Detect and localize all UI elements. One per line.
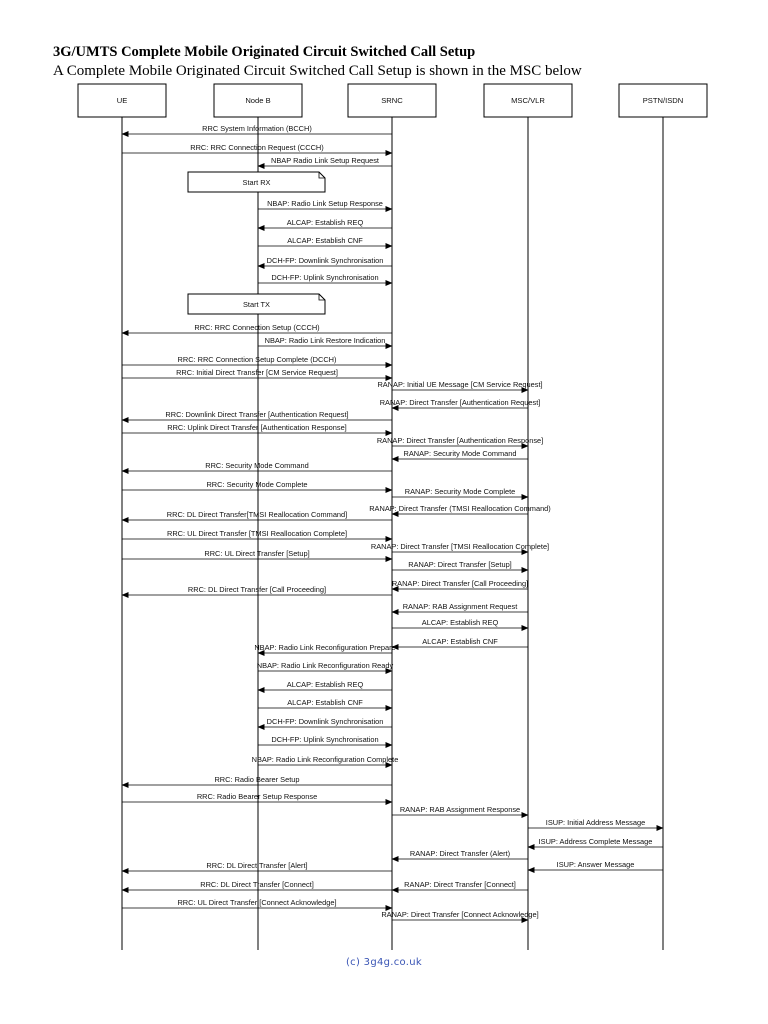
message-label: RANAP: Direct Transfer [Setup] — [408, 560, 512, 569]
message-label: DCH-FP: Downlink Synchronisation — [266, 717, 384, 726]
message-label: ISUP: Answer Message — [556, 860, 635, 869]
message-label: RRC System Information (BCCH) — [202, 124, 312, 133]
message-label: RANAP: Direct Transfer [Connect] — [404, 880, 516, 889]
message-label: ISUP: Initial Address Message — [545, 818, 646, 827]
message-label: RRC: Initial Direct Transfer [CM Service Request] — [176, 368, 338, 377]
message-label: RANAP: RAB Assignment Request — [402, 602, 518, 611]
message-label: RRC: Radio Bearer Setup Response — [196, 792, 318, 801]
entity-label: UE — [116, 96, 128, 105]
message-label: DCH-FP: Downlink Synchronisation — [266, 256, 384, 265]
message-label: RANAP: Direct Transfer [Authentication Response] — [376, 436, 544, 445]
message-label: RANAP: Direct Transfer [Connect Acknowledge] — [381, 910, 539, 919]
message-label: ALCAP: Establish REQ — [286, 218, 364, 227]
message-label: RANAP: Direct Transfer (Alert) — [409, 849, 511, 858]
message-label: ALCAP: Establish REQ — [421, 618, 499, 627]
message-label: RRC: Uplink Direct Transfer [Authentication Response] — [167, 423, 347, 432]
message-label: RANAP: Direct Transfer [TMSI Reallocation Complete] — [370, 542, 550, 551]
message-label: NBAP: Radio Link Reconfiguration Prepare — [254, 643, 396, 652]
message-label: RRC: UL Direct Transfer [TMSI Reallocation Complete] — [166, 529, 348, 538]
page-title: 3G/UMTS Complete Mobile Originated Circuit Switched Call Setup — [53, 44, 476, 60]
page-subtitle: A Complete Mobile Originated Circuit Switched Call Setup is shown in the MSC below — [53, 63, 582, 79]
message-label: ALCAP: Establish CNF — [287, 236, 363, 245]
message-label: RANAP: RAB Assignment Response — [399, 805, 521, 814]
message-label: RRC: Downlink Direct Transfer [Authentication Request] — [165, 410, 349, 419]
message-label: RRC: DL Direct Transfer[TMSI Reallocation Command] — [166, 510, 348, 519]
message-label: RRC: RRC Connection Setup (CCCH) — [194, 323, 320, 332]
message-label: NBAP: Radio Link Restore Indication — [264, 336, 386, 345]
message-label: RRC: Radio Bearer Setup — [214, 775, 300, 784]
message-label: ALCAP: Establish CNF — [287, 698, 363, 707]
entity-label: MSC/VLR — [511, 96, 545, 105]
message-label: RRC: Security Mode Command — [205, 461, 309, 470]
message-label: RRC: RRC Connection Setup Complete (DCCH) — [177, 355, 337, 364]
message-label: RRC: DL Direct Transfer [Connect] — [200, 880, 314, 889]
message-label: NBAP: Radio Link Reconfiguration Complete — [251, 755, 399, 764]
message-label: RANAP: Direct Transfer [Authentication Request] — [379, 398, 541, 407]
message-label: RRC: Security Mode Complete — [206, 480, 308, 489]
entity-label: PSTN/ISDN — [642, 96, 684, 105]
message-label: RRC: DL Direct Transfer [Call Proceeding] — [187, 585, 327, 594]
message-label: ALCAP: Establish CNF — [422, 637, 498, 646]
message-label: NBAP: Radio Link Reconfiguration Ready — [256, 661, 394, 670]
message-label: RANAP: Security Mode Command — [403, 449, 517, 458]
message-label: RANAP: Direct Transfer [Call Proceeding] — [391, 579, 529, 588]
message-label: ALCAP: Establish REQ — [286, 680, 364, 689]
message-label: DCH-FP: Uplink Synchronisation — [271, 735, 379, 744]
message-label: RANAP: Security Mode Complete — [404, 487, 516, 496]
message-label: NBAP Radio Link Setup Request — [271, 156, 379, 165]
message-label: RRC: UL Direct Transfer [Setup] — [204, 549, 310, 558]
message-label: ISUP: Address Complete Message — [538, 837, 653, 846]
note-label: Start TX — [243, 300, 270, 309]
message-label: RRC: DL Direct Transfer [Alert] — [206, 861, 308, 870]
message-label: RANAP: Direct Transfer (TMSI Reallocation Command) — [369, 504, 551, 513]
message-label: NBAP: Radio Link Setup Response — [267, 199, 383, 208]
message-label: DCH-FP: Uplink Synchronisation — [271, 273, 379, 282]
note-label: Start RX — [242, 178, 271, 187]
message-label: RRC: RRC Connection Request (CCCH) — [190, 143, 324, 152]
message-label: RRC: UL Direct Transfer [Connect Acknowledge] — [177, 898, 337, 907]
entity-label: Node B — [245, 96, 271, 105]
copyright-credit: (c) 3g4g.co.uk — [345, 957, 423, 968]
entity-label: SRNC — [381, 96, 403, 105]
message-label: RANAP: Initial UE Message [CM Service Request] — [377, 380, 543, 389]
